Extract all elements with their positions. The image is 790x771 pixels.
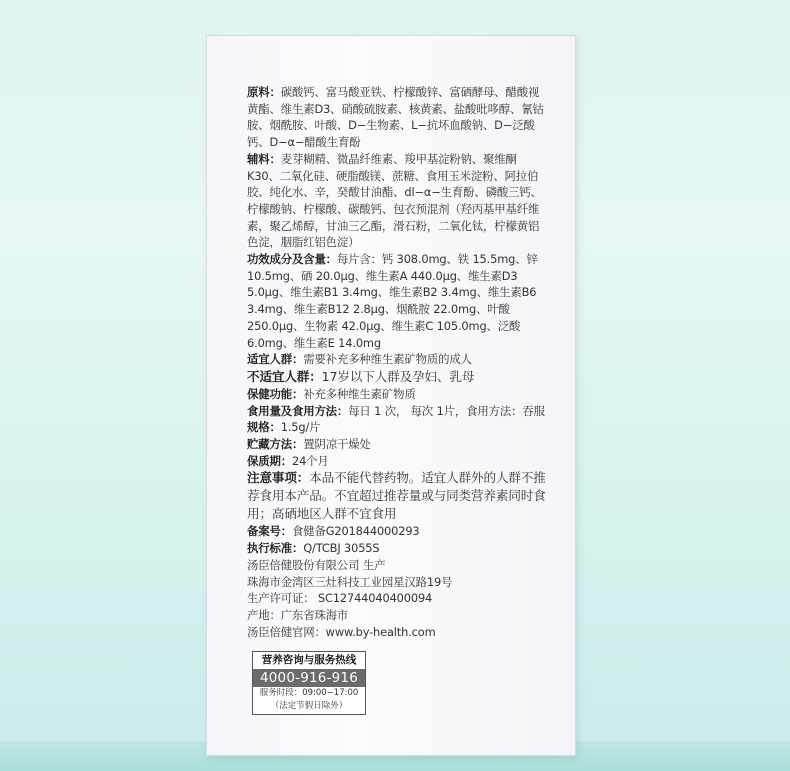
ingredients-label: 原料：: [247, 85, 281, 99]
function-label: 保健功能：: [247, 386, 304, 401]
shelf-life-section: [247, 453, 549, 470]
excipients-section: [247, 151, 549, 251]
usage-label: 食用量及食用方法：: [247, 403, 349, 418]
suitable-label: 适宜人群：: [247, 352, 304, 367]
excipients-label: 辅料：: [247, 151, 281, 166]
nutrients-section: [247, 251, 549, 351]
shelf-life-label: 保质期：: [247, 453, 292, 468]
storage-text: 置阴凉干燥处: [303, 437, 371, 452]
hotline-title: 营养咨询与服务热线: [253, 652, 365, 669]
nutrients-label: 功效成分及含量：: [247, 252, 337, 267]
filing-label: 备案号：: [247, 524, 292, 539]
spec-label: 规格：: [247, 420, 281, 435]
address-line: 珠海市金湾区三灶科技工业园星汉路19号: [247, 574, 453, 589]
spec-section: [247, 419, 549, 436]
website-line: 汤臣倍健官网：www.by-health.com: [247, 624, 436, 639]
suitable-section: [247, 351, 549, 368]
shelf-life-text: 24个月: [291, 453, 329, 468]
hotline-hours: 服务时段：09:00−17:00: [259, 688, 359, 698]
nutrients-text: 每片含：钙 308.0mg、铁 15.5mg、锌 10.5mg、硒 20.0μg、维生素A 440.0μg、维生素D3 5.0μg、维生素B1 3.4mg、维生素B2 3.4mg、维生素B6 3.4mg、维生素B12 2.8μg、烟酰胺 22.0mg、叶酸 250.0μg、生物素 42.0μg、维生素C 105.0mg、泛酸 6.0mg、维生素E 14.0mg: [247, 252, 538, 350]
standard-text: Q/TCBJ 3055S: [303, 541, 380, 556]
filing-section: [247, 523, 549, 540]
standard-label: 执行标准：: [247, 541, 304, 556]
usage-section: [247, 403, 549, 420]
origin-line: 产地：广东省珠海市: [247, 607, 349, 622]
hotline-note: （法定节假日除外）: [270, 701, 348, 711]
storage-label: 贮藏方法：: [247, 437, 304, 452]
hotline-number: 4000-916-916: [253, 669, 365, 687]
notes-text: 本品不能代替药物。适宜人群外的人群不推荐食用本产品。不宜超过推荐量或与同类营养素同时食用；高硒地区人群不宜食用: [247, 470, 546, 522]
manufacturer-line: 汤臣倍健股份有限公司 生产: [247, 557, 386, 572]
notes-label: 注意事项：: [247, 470, 310, 486]
notes-section: [247, 469, 549, 523]
function-text: 补充多种维生素矿物质: [303, 386, 416, 401]
service-hotline-box: [252, 651, 366, 715]
filing-text: 食健备G201844000293: [291, 524, 420, 539]
unsuitable-section: [247, 368, 549, 386]
excipients-text: 麦芽糊精、微晶纤维素、羧甲基淀粉钠、聚维酮K30、二氧化硅、硬脂酸镁、蔗糖、食用玉米淀粉、阿拉伯胶、纯化水、辛，癸酸甘油酯、dl−α−生育酚、磷酸三钙、柠檬酸钠、柠檬酸、碳酸钙、包衣预混剂（羟丙基甲基纤维素，聚乙烯醇，甘油三乙酯，滑石粉，二氧化钛，柠檬黄铝色淀，胭脂红铝色淀）: [247, 151, 542, 250]
storage-section: [247, 436, 549, 453]
usage-text: 每日 1 次， 每次 1片，食用方法：吞服: [348, 403, 545, 418]
suitable-text: 需要补充多种维生素矿物质的成人: [303, 352, 472, 367]
ingredients-text: 碳酸钙、富马酸亚铁、柠檬酸锌、富硒酵母、醋酸视黄酯、维生素D3、硝酸硫胺素、核黄素、盐酸吡哆醇、氰钴胺、烟酰胺、叶酸、D−生物素、L−抗坏血酸钠、D−泛酸钙、D−α−醋酸生育酚: [247, 85, 544, 150]
standard-section: [247, 540, 549, 557]
unsuitable-text: 17岁以下人群及孕妇、乳母: [321, 368, 475, 384]
license-line: 生产许可证： SC12744040400094: [247, 591, 433, 606]
unsuitable-label: 不适宜人群：: [247, 368, 322, 384]
label-text-block: [247, 84, 549, 640]
function-section: [247, 386, 549, 403]
spec-text: 1.5g/片: [280, 420, 321, 435]
ingredients-section: [247, 84, 549, 151]
